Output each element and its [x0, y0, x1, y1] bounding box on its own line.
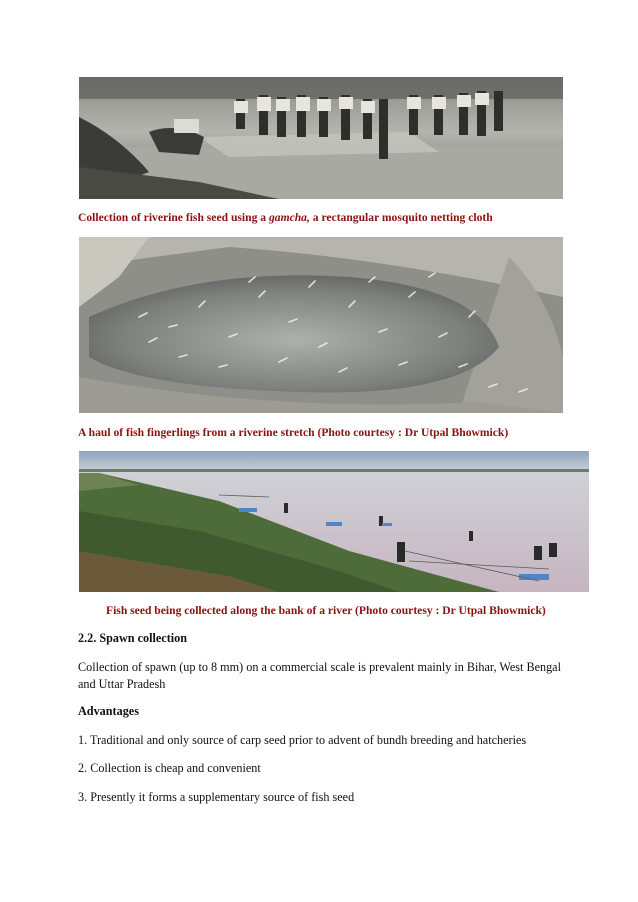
caption-photo-3: Fish seed being collected along the bank of a river (Photo courtesy : Dr Utpal Bhowmick) — [106, 604, 546, 617]
caption-photo-2: A haul of fish fingerlings from a riverine stretch (Photo courtesy : Dr Utpal Bhowmick) — [78, 426, 509, 439]
section-heading: 2.2. Spawn collection — [78, 631, 188, 645]
advantage-item: 3. Presently it forms a supplementary source of fish seed — [78, 790, 355, 804]
photo-gamcha-collection — [79, 77, 563, 199]
advantage-item: 2. Collection is cheap and convenient — [78, 761, 261, 775]
photo-riverbank-collection — [79, 451, 589, 592]
section-intro: Collection of spawn (up to 8 mm) on a commercial scale is prevalent mainly in Bihar, West Bengal and Uttar Pradesh — [78, 660, 561, 691]
photo-fish-fingerlings-haul — [79, 237, 563, 413]
advantages-heading: Advantages — [78, 704, 139, 718]
advantage-item: 1. Traditional and only source of carp seed prior to advent of bundh breeding and hatcheries — [78, 733, 527, 747]
caption-photo-1: Collection of riverine fish seed using a gamcha, a rectangular mosquito netting cloth — [78, 211, 493, 224]
